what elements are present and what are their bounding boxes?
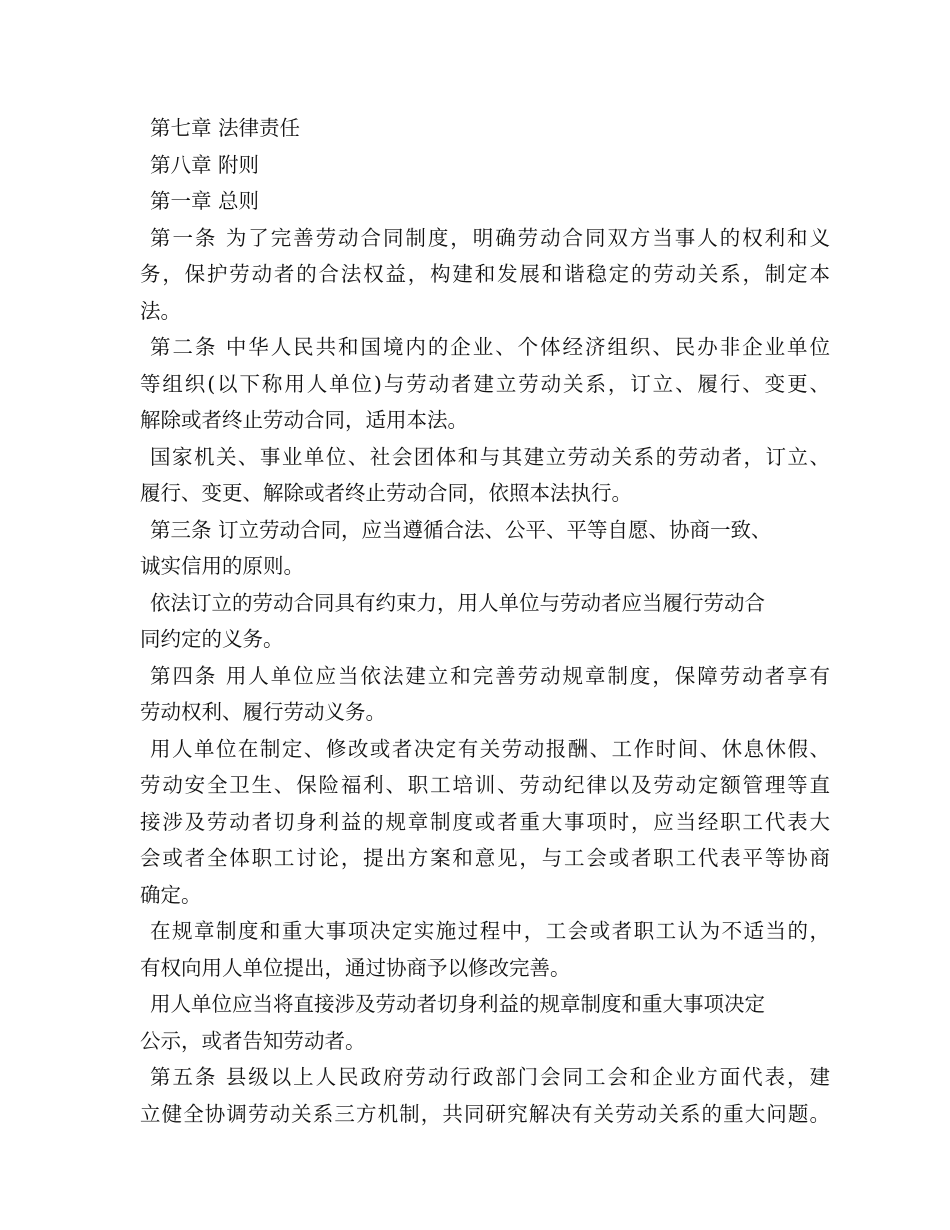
text-line: 第一条 为了完善劳动合同制度，明确劳动合同双方当事人的权利和义 <box>150 225 830 250</box>
text-line: 国家机关、事业单位、社会团体和与其建立劳动关系的劳动者，订立、 <box>150 444 830 469</box>
text-line: 第七章 法律责任 <box>150 116 301 140</box>
text-line: 劳动安全卫生、保险福利、职工培训、劳动纪律以及劳动定额管理等直 <box>140 773 830 797</box>
text-line: 依法订立的劳动合同具有约束力，用人单位与劳动者应当履行劳动合 <box>150 590 765 615</box>
text-line: 第四条 用人单位应当依法建立和完善劳动规章制度，保障劳动者享有 <box>150 663 830 688</box>
text-line: 等组织(以下称用人单位)与劳动者建立劳动关系，订立、履行、变更、 <box>140 371 830 396</box>
text-line: 接涉及劳动者切身利益的规章制度或者重大事项时，应当经职工代表大 <box>140 809 830 834</box>
text-line: 同约定的义务。 <box>140 627 284 651</box>
text-line: 有权向用人单位提出，通过协商予以修改完善。 <box>140 955 571 980</box>
text-line: 第二条 中华人民共和国境内的企业、个体经济组织、民办非企业单位 <box>150 335 830 359</box>
text-line: 解除或者终止劳动合同，适用本法。 <box>140 408 468 432</box>
document-body <box>140 110 830 1132</box>
text-line: 会或者全体职工讨论，提出方案和意见，与工会或者职工代表平等协商 <box>140 846 830 870</box>
text-line: 第三条 订立劳动合同，应当遵循合法、公平、平等自愿、协商一致、 <box>150 517 772 542</box>
text-line: 第五条 县级以上人民政府劳动行政部门会同工会和企业方面代表，建 <box>150 1065 830 1089</box>
text-line: 第一章 总则 <box>150 189 260 213</box>
text-line: 立健全协调劳动关系三方机制，共同研究解决有关劳动关系的重大问题。 <box>140 1101 830 1126</box>
text-line: 诚实信用的原则。 <box>140 554 304 578</box>
text-line: 用人单位应当将直接涉及劳动者切身利益的规章制度和重大事项决定 <box>150 992 765 1016</box>
text-line: 法。 <box>140 298 181 323</box>
text-line: 第八章 附则 <box>150 152 260 177</box>
text-line: 履行、变更、解除或者终止劳动合同，依照本法执行。 <box>140 481 632 505</box>
text-line: 务，保护劳动者的合法权益，构建和发展和谐稳定的劳动关系，制定本 <box>140 262 830 286</box>
text-line: 在规章制度和重大事项决定实施过程中，工会或者职工认为不适当的， <box>150 919 830 943</box>
text-line: 用人单位在制定、修改或者决定有关劳动报酬、工作时间、休息休假、 <box>150 736 830 761</box>
text-line: 公示，或者告知劳动者。 <box>140 1028 366 1053</box>
text-line: 确定。 <box>140 882 202 907</box>
text-line: 劳动权利、履行劳动义务。 <box>140 700 386 724</box>
